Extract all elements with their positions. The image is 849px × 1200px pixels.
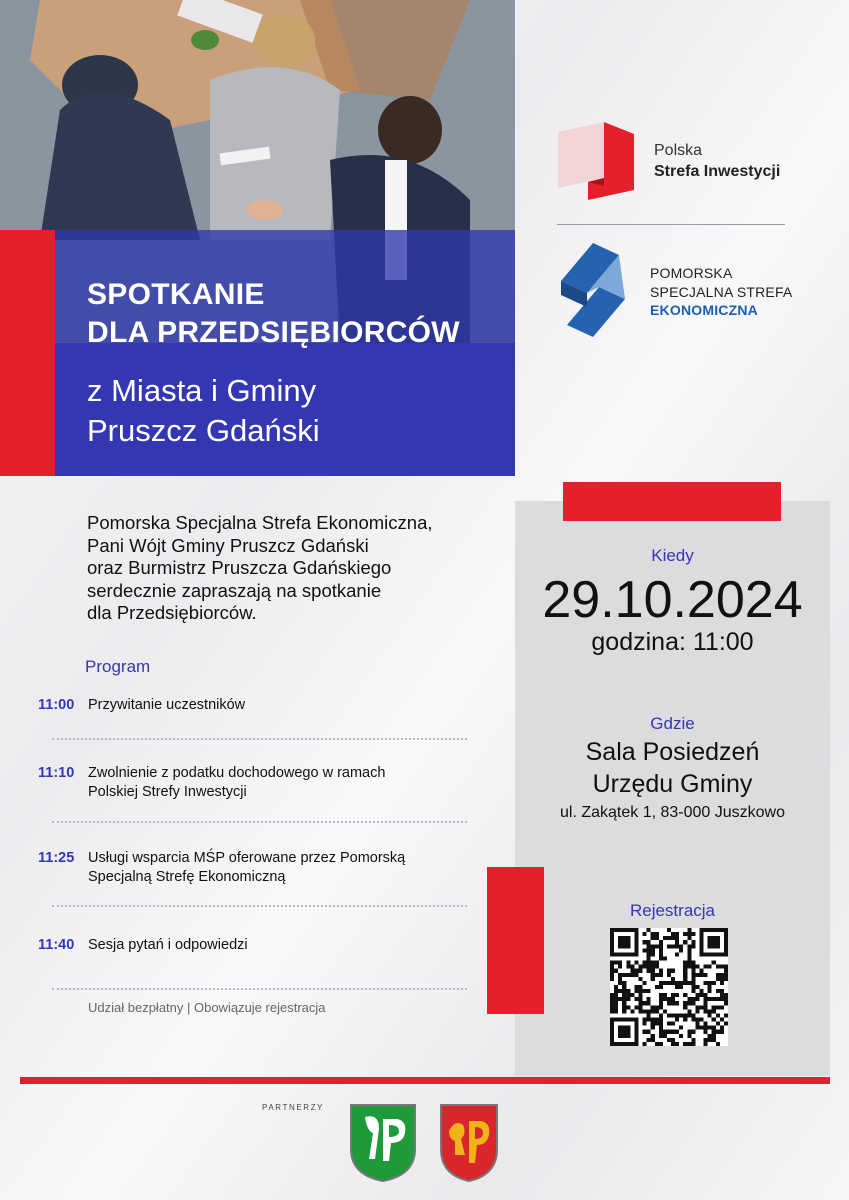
intro-line: oraz Burmistrz Pruszcza Gdańskiego xyxy=(87,557,392,578)
gmina-pruszcz-coat-of-arms-icon xyxy=(349,1103,417,1183)
registration-qr-code-icon[interactable] xyxy=(610,928,728,1046)
venue-address: ul. Zakątek 1, 83-000 Juszkowo xyxy=(559,804,785,821)
subtitle-line-2: Pruszcz Gdański xyxy=(87,413,320,448)
program-text: Polskiej Strefy Inwestycji xyxy=(88,784,247,800)
dotted-separator xyxy=(52,738,467,740)
when-label: Kiedy xyxy=(651,546,694,565)
program-text: Sesja pytań i odpowiedzi xyxy=(88,937,248,953)
program-text: Usługi wsparcia MŚP oferowane przez Pomorską xyxy=(88,850,406,866)
event-time: godzina: 11:00 xyxy=(591,628,754,656)
intro-line: Pani Wójt Gminy Pruszcz Gdański xyxy=(87,534,369,556)
event-date: 29.10.2024 xyxy=(542,571,803,629)
program-heading: Program xyxy=(85,657,151,676)
miasto-pruszcz-coat-of-arms-icon xyxy=(439,1103,499,1183)
program-time: 11:25 xyxy=(38,850,75,866)
red-accent-box-middle xyxy=(487,867,544,1014)
footnote: Udział bezpłatny | Obowiązuje rejestracja xyxy=(88,1000,326,1015)
intro-line: dla Przedsiębiorców. xyxy=(87,602,257,623)
dotted-separator xyxy=(52,905,467,907)
title-line-1: SPOTKANIE xyxy=(87,278,265,311)
venue-line-2: Urzędu Gminy xyxy=(592,770,753,798)
intro-line: Pomorska Specjalna Strefa Ekonomiczna, xyxy=(87,512,433,533)
intro-paragraph xyxy=(87,512,433,625)
registration-label: Rejestracja xyxy=(629,901,716,920)
venue-line-1: Sala Posiedzeń xyxy=(585,738,760,766)
red-accent-box-top xyxy=(563,482,781,521)
psi-logo-text-1: Polska xyxy=(654,142,703,159)
logo-divider xyxy=(557,224,785,225)
title-line-2: DLA PRZEDSIĘBIORCÓW xyxy=(87,316,460,349)
program-time: 11:00 xyxy=(38,697,75,713)
program-text: Przywitanie uczestników xyxy=(88,697,246,713)
program-text: Zwolnienie z podatku dochodowego w ramach xyxy=(88,765,386,781)
program-text: Specjalną Strefę Ekonomiczną xyxy=(88,869,286,885)
dotted-separator xyxy=(52,988,467,990)
psse-logo-text-2: SPECJALNA STREFA xyxy=(650,284,793,300)
polska-strefa-inwestycji-logo-icon xyxy=(558,122,634,200)
red-accent-strip xyxy=(0,230,55,476)
program-time: 11:10 xyxy=(38,765,75,781)
where-label: Gdzie xyxy=(650,714,695,733)
partners-label: PARTNERZY xyxy=(262,1103,325,1112)
bottom-red-bar xyxy=(20,1077,830,1084)
program-time: 11:40 xyxy=(38,937,75,953)
intro-line: serdecznie zapraszają na spotkanie xyxy=(87,579,382,601)
psi-logo-text-2: Strefa Inwestycji xyxy=(654,163,781,180)
subtitle-line-1: z Miasta i Gminy xyxy=(87,373,317,408)
psse-logo-text-3: EKONOMICZNA xyxy=(650,302,758,318)
dotted-separator xyxy=(52,821,467,823)
pomorska-sse-logo-icon xyxy=(557,243,629,337)
psse-logo-text-1: POMORSKA xyxy=(650,265,733,281)
